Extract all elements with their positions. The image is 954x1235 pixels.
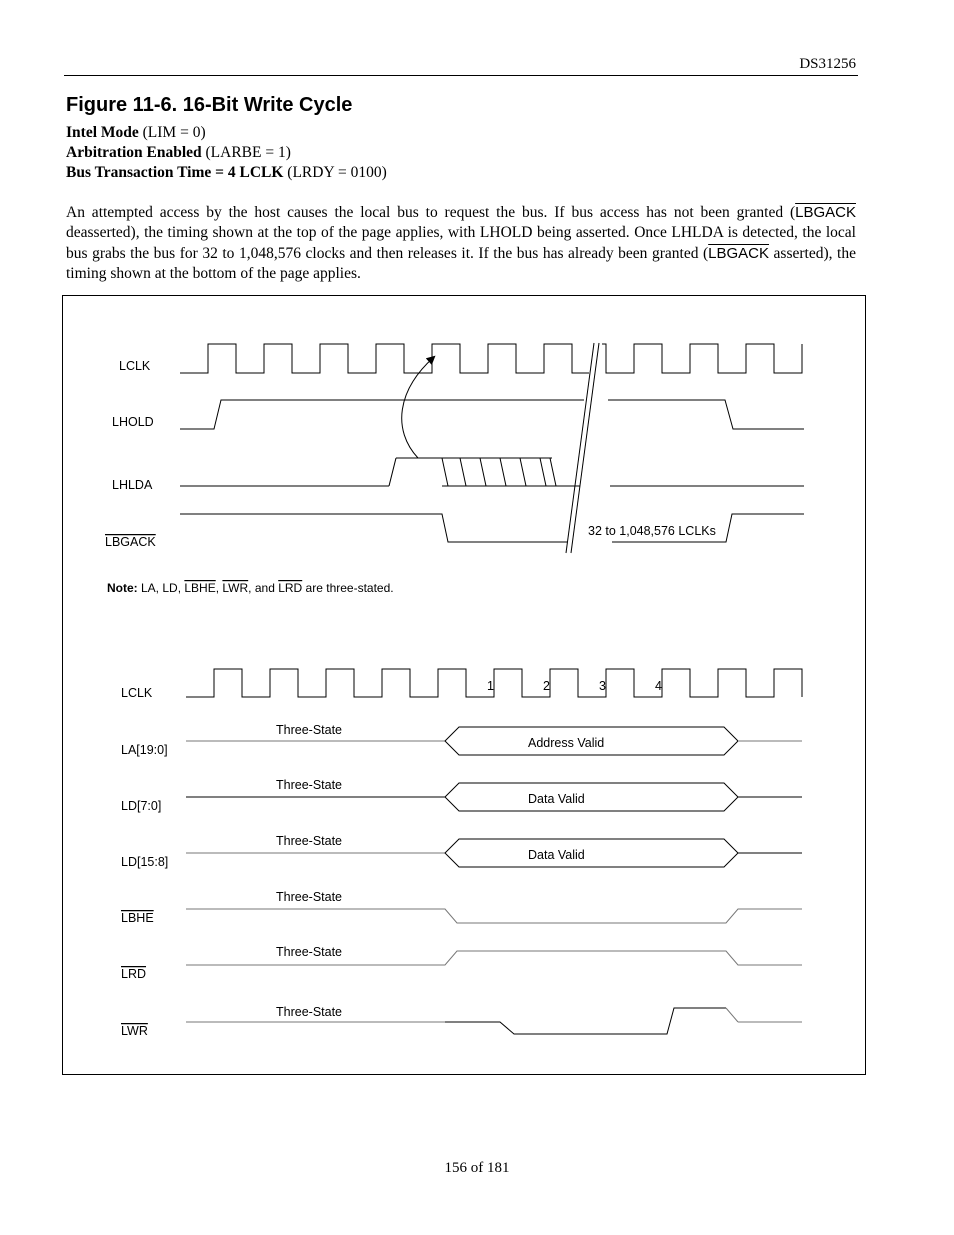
- cycle-number-3: 3: [599, 679, 606, 693]
- lclk-top-waveform-left: [180, 344, 589, 373]
- condition-label: Bus Transaction Time = 4 LCLK: [66, 164, 284, 181]
- condition-value: (LARBE = 1): [201, 144, 291, 161]
- la-three-state-label: Three-State: [276, 723, 343, 737]
- lbhe-three-state-label: Three-State: [276, 890, 343, 904]
- note-text: are three-stated.: [302, 581, 394, 595]
- timing-diagram: [62, 295, 866, 1075]
- lwr-three-state-line-end: [726, 1008, 738, 1022]
- note-lbhe: LBHE: [184, 581, 216, 595]
- condition-label: Intel Mode: [66, 124, 139, 141]
- lclk-top-waveform-right: [602, 344, 802, 373]
- note-text: , and: [248, 581, 279, 595]
- description-part: An attempted access by the host causes the local bus to request the bus. If bus access has not been granted (: [66, 204, 796, 221]
- lhlda-hatch: [550, 458, 556, 486]
- condition-value: (LIM = 0): [138, 124, 206, 141]
- lhlda-waveform-high: [389, 458, 396, 486]
- lbgack-signal-ref: LBGACK: [795, 204, 856, 221]
- label-lhold: LHOLD: [112, 415, 154, 429]
- description-part: asserted), the timing shown at the bottom of the page applies.: [66, 244, 856, 282]
- lhlda-hatch: [460, 458, 466, 486]
- cycle-number-1: 1: [487, 679, 494, 693]
- la-address-valid-label: Address Valid: [528, 736, 605, 750]
- lhold-waveform-end: [608, 400, 804, 429]
- lhlda-hatch: [442, 458, 448, 486]
- label-lwr: LWR: [121, 1024, 148, 1038]
- condition-arbitration: [66, 144, 291, 162]
- label-lclk-bottom: LCLK: [121, 686, 153, 700]
- ld-low-data-valid-bus: [445, 783, 738, 811]
- note-prefix: Note:: [107, 581, 138, 595]
- note-text: LA, LD,: [137, 581, 185, 595]
- condition-value: (LRDY = 0100): [283, 164, 387, 181]
- ld-high-data-valid-bus: [445, 839, 738, 867]
- label-lhlda: LHLDA: [112, 478, 153, 492]
- cycle-number-4: 4: [655, 679, 662, 693]
- condition-bus-time: [66, 164, 387, 182]
- break-mark-left: [566, 343, 594, 553]
- label-ld-low: LD[7:0]: [121, 799, 162, 813]
- ld-high-data-valid-label: Data Valid: [528, 848, 585, 862]
- label-lbgack: LBGACK: [105, 535, 156, 549]
- lhold-to-lclk-arrow: [402, 357, 434, 458]
- ld-high-three-state-label: Three-State: [276, 834, 343, 848]
- label-ld-high: LD[15:8]: [121, 855, 169, 869]
- ld-low-data-valid-label: Data Valid: [528, 792, 585, 806]
- label-lrd: LRD: [121, 967, 147, 981]
- lwr-waveform: [445, 1008, 726, 1034]
- label-lclk-top: LCLK: [119, 359, 151, 373]
- lbgack-signal-ref: LBGACK: [708, 244, 770, 262]
- lhlda-hatch: [480, 458, 486, 486]
- lhold-waveform: [180, 400, 584, 429]
- cycle-number-2: 2: [543, 679, 550, 693]
- lclk-bottom-waveform: [186, 669, 802, 697]
- three-state-note: [107, 581, 394, 595]
- lrd-three-state-label: Three-State: [276, 945, 343, 959]
- break-mark-right: [571, 343, 599, 553]
- description-part: deasserted), the timing shown at the top of the page applies, with LHOLD being asserted. Once LHLDA is detected, the local bus grabs the bus for 32 to 1,048,576 clocks and then releases it. If the bus has already been granted (: [66, 224, 856, 262]
- lbhe-waveform: [186, 909, 802, 923]
- lhlda-hatch: [540, 458, 546, 486]
- lhlda-hatch: [500, 458, 506, 486]
- note-lwr: LWR: [222, 581, 249, 595]
- condition-label: Arbitration Enabled: [66, 144, 202, 161]
- label-lbhe: LBHE: [121, 911, 154, 925]
- document-id: DS31256: [799, 56, 856, 72]
- description-paragraph: [66, 203, 856, 284]
- condition-intel-mode: [66, 124, 206, 142]
- figure-title: Figure 11-6. 16-Bit Write Cycle: [66, 94, 353, 116]
- header-rule: [64, 75, 858, 76]
- page-number: 156 of 181: [444, 1160, 510, 1176]
- lwr-three-state-label: Three-State: [276, 1005, 343, 1019]
- lbgack-waveform: [180, 514, 567, 542]
- label-la: LA[19:0]: [121, 743, 168, 757]
- ld-low-three-state-label: Three-State: [276, 778, 343, 792]
- clock-count-label: 32 to 1,048,576 LCLKs: [588, 524, 716, 538]
- lhlda-hatch: [520, 458, 526, 486]
- note-lrd: LRD: [278, 581, 303, 595]
- note-text: ,: [215, 581, 223, 595]
